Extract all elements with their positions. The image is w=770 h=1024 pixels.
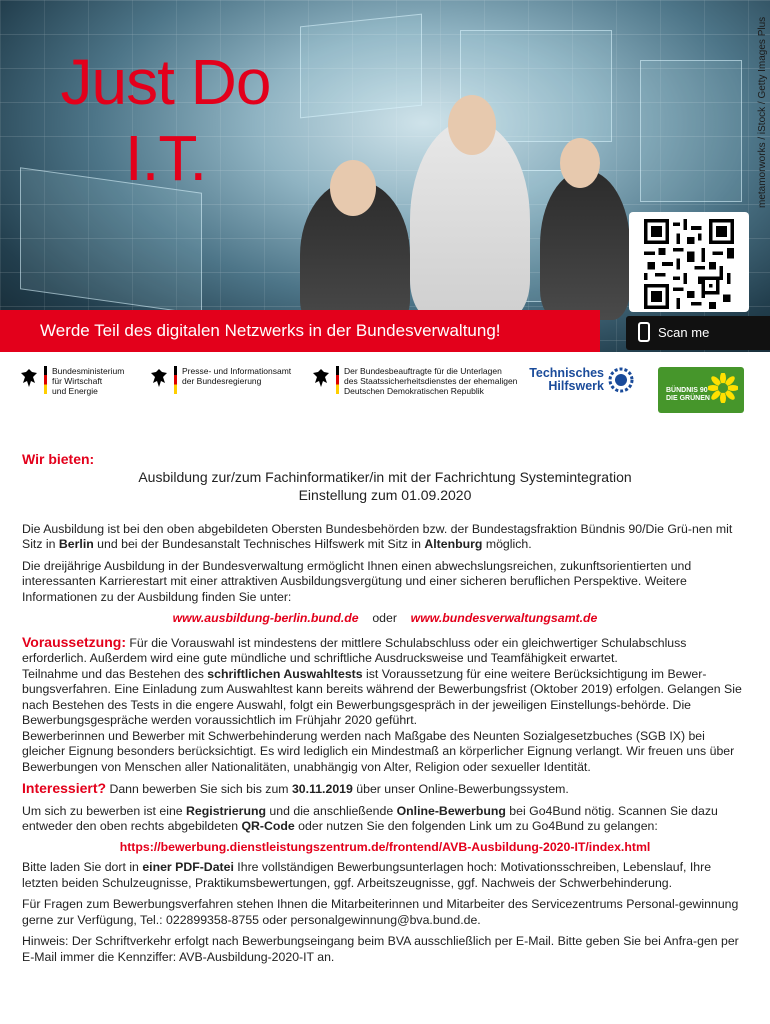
link-ausbildung-berlin[interactable]: www.ausbildung-berlin.bund.de [172, 611, 359, 625]
german-flag-bar [44, 366, 47, 394]
logo-text: Technisches [529, 366, 604, 380]
logo-text: der Bundesregierung [182, 376, 262, 386]
logo-text: Presse- und Informationsamt [182, 366, 292, 376]
text-bold: QR-Code [241, 819, 295, 833]
application-link[interactable]: https://bewerbung.dienstleistungszentrum.de/frontend/AVB-Ausbildung-2020-IT/index.html [119, 839, 651, 854]
job-title: Ausbildung zur/zum Fachinformatiker/in mit der Fachrichtung Systemintegration [138, 468, 632, 485]
logo-text: Der Bundesbeauftragte für die Unterlagen [344, 366, 502, 376]
paragraph-upload [22, 860, 748, 891]
offer-heading: Wir bieten: [22, 451, 95, 467]
federal-eagle-icon [150, 368, 168, 388]
text-bold: Registrierung [186, 803, 266, 818]
text: oder nutzen Sie den folgenden Link um zu Go4Bund zu gelangen: [294, 819, 658, 833]
logo-text: des Staatssicherheitsdienstes der ehemaligen [344, 376, 518, 386]
paragraph-notice: Hinweis: Der Schriftverkehr erfolgt nach Bewerbungseingang beim BVA ausschließlich per E-Mail. Bitte geben Sie bei Anfra-gen per E-Mail immer die Kennziffer: AVB-Ausbildung-2020-IT an. [22, 934, 739, 964]
qr-code[interactable] [644, 219, 734, 309]
deadline-date: 30.11.2019 [291, 782, 353, 796]
text-bold: Online-Bewerbung [396, 803, 506, 818]
paragraph-description: Die dreijährige Ausbildung in der Bundesverwaltung ermöglicht Ihnen einen abwechslungsreichen, zukunftsorientierten und interessanten Karrierestart mit einer attraktiven Ausbildungsvergütung und einer sicheren beruflichen Perspektive. Weitere Informationen zu der Ausbildung finden Sie unter: [22, 558, 692, 604]
logo-text: DIE GRÜNEN [666, 395, 710, 402]
smartphone-icon [638, 322, 650, 342]
headline [38, 44, 293, 196]
federal-eagle-icon [20, 368, 38, 388]
banner: Werde Teil des digitalen Netzwerks in der Bundesverwaltung! [0, 310, 600, 352]
text-bold: Berlin [58, 537, 94, 551]
logo-thw [514, 367, 604, 393]
paragraph-requirements [22, 635, 748, 667]
start-date: Einstellung zum 01.09.2020 [298, 486, 472, 503]
sunflower-icon [708, 373, 738, 403]
thw-emblem-icon [608, 367, 634, 393]
interested-heading: Interessiert? [22, 780, 107, 796]
paragraph-how-to-apply [22, 804, 748, 835]
german-flag-bar [174, 366, 177, 394]
text: Teilnahme und das Bestehen des [22, 666, 208, 681]
text: bei Go4Bund nötig. Scannen Sie dazu entweder den oben rechts abgebildeten [22, 803, 718, 833]
link-separator: oder [372, 611, 397, 625]
requirements-heading: Voraussetzung: [22, 633, 126, 650]
text: Dann bewerben Sie sich bis zum [106, 782, 292, 796]
logo-gruene [658, 367, 744, 413]
logo-text: BÜNDNIS 90 [666, 387, 708, 394]
federal-eagle-icon [312, 368, 330, 388]
text: und bei der Bundesanstalt Technisches Hilfswerk mit Sitz in [93, 537, 425, 551]
headline-line-2: I.T. [124, 122, 207, 194]
body-text [22, 452, 748, 965]
headline-line-1: Just Do [60, 46, 271, 118]
person-face [448, 95, 496, 155]
text: ist Voraussetzung für eine weitere Berücksichtigung im Bewer-bungsverfahren. Eine Einladung zum Auswahltest kann bereits während der Bewerbungsfrist (Oktober 2019) erfolgen. Gelangen Sie nach Bestehen des Tests in die engere Auswahl, folgt ein Bewerbungsgespräch in der jeweiligen Einstellungs-behörde. Die Bewerbungsgespräche werden voraussichtlich im Frühjahr 2020 geführt. [22, 666, 742, 727]
logo-text: für Wirtschaft [52, 376, 103, 386]
person-face [560, 138, 600, 188]
text: Für die Vorauswahl ist mindestens der mittlere Schulabschluss oder ein gleichwertiger Schulabschluss erforderlich. Außerdem wird eine gute mündliche und schriftliche Ausdrucksweise und Teamfähigkeit erwartet. [22, 635, 687, 665]
person-silhouette [540, 170, 630, 320]
text: über unser Online-Bewerbungssystem. [352, 782, 569, 796]
paragraph-interested [22, 781, 748, 798]
paragraph-contact: Für Fragen zum Bewerbungsverfahren stehen Ihnen die Mitarbeiterinnen und Mitarbeiter des Servicezentrums Personal-gewinnung gerne zur Verfügung, Tel.: 022899358-8755 oder personalgewinnung@bva.bund.de. [22, 897, 739, 927]
scan-me-text: Scan me [658, 325, 710, 340]
gruene-text [666, 387, 710, 403]
person-face [330, 160, 376, 216]
hologram-panel [300, 14, 422, 119]
text: Um sich zu bewerben ist eine [22, 803, 187, 818]
paragraph-locations [22, 522, 748, 553]
paragraph-disability: Bewerberinnen und Bewerber mit Schwerbehinderung werden nach Maßgabe des Neunten Sozialgesetzbuches (SGB IX) bei gleicher Eignung besonders berücksichtigt. Es wird lediglich ein Mindestmaß an körperlicher Eignung verlangt. Wir freuen uns über Bewerbungen von Menschen aller Nationalitäten, unabhängig von Alter, Religion oder sexueller Identität. [22, 728, 735, 774]
logo-text: und Energie [52, 386, 98, 396]
text: möglich. [482, 537, 532, 551]
german-flag-bar [336, 366, 339, 394]
paragraph-selection-test [22, 667, 748, 729]
text-bold: Altenburg [424, 537, 483, 551]
logo-text: Deutschen Demokratischen Republik [344, 386, 484, 396]
logo-text: Hilfswerk [548, 379, 604, 393]
link-bundesverwaltungsamt[interactable]: www.bundesverwaltungsamt.de [410, 611, 598, 625]
hero-image [0, 0, 770, 352]
text: Bitte laden Sie dort in [22, 860, 143, 874]
hologram-panel [640, 60, 742, 202]
text: und die anschließende [266, 803, 397, 818]
text-bold: schriftlichen Auswahltests [207, 666, 363, 681]
photo-credit: metamorworks / iStock / Getty Images Plus [757, 16, 768, 208]
text: Die Ausbildung ist bei den oben abgebildeten Obersten Bundesbehörden bzw. der Bundestagsfraktion Bündnis 90/Die Grü-nen mit Sitz in [22, 521, 733, 551]
logo-text: Bundesministerium [52, 366, 125, 376]
text-bold: einer PDF-Datei [142, 860, 234, 874]
links-row [22, 611, 748, 627]
text: Ihre vollständigen Bewerbungsunterlagen hoch: Motivationsschreiben, Lebenslauf, Ihre letzten beiden Schulzeugnisse, Praktikumsbewertungen, ggf. Arbeitszeugnisse, ggf. Nachweis der Schwerbehinderung. [22, 860, 712, 890]
